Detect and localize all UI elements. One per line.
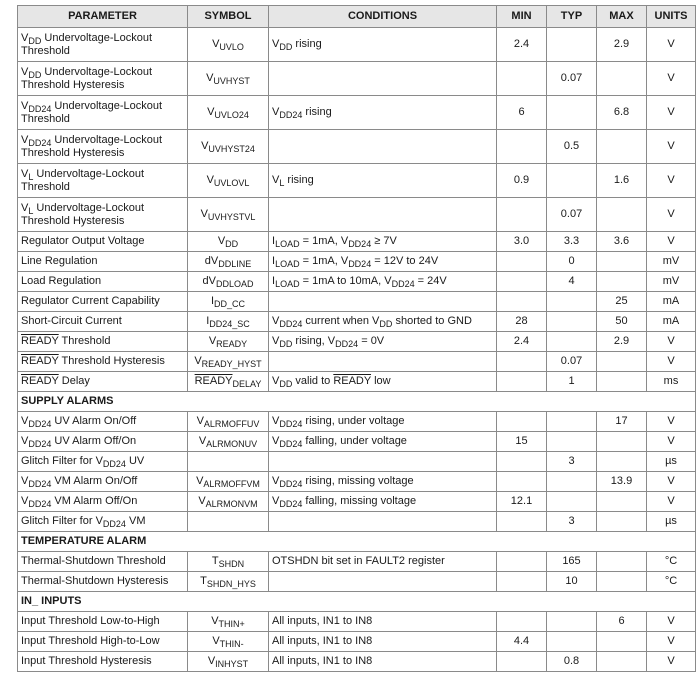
symbol-subscript: DDLOAD <box>215 279 254 289</box>
parameter-cell: $V_{DD24}$ UV Alarm Off/On <box>18 432 188 452</box>
parameter-cell: Glitch Filter for $V_{DD24}$ UV <box>18 452 188 472</box>
table-row <box>18 452 696 472</box>
typ-cell <box>547 164 597 198</box>
parameter-cell: $V_{DD}$ Undervoltage-Lockout Threshold Hysteresis <box>18 62 188 96</box>
conditions-cell <box>269 452 497 472</box>
symbol-subscript: UVHYST24 <box>208 144 255 154</box>
symbol-subscript: DELAY <box>232 379 262 389</box>
electrical-characteristics-table <box>17 5 696 672</box>
conditions-subscript: DD24 <box>391 279 415 289</box>
conditions-cell <box>269 130 497 164</box>
min-cell: 0.9 <box>497 164 547 198</box>
units-cell: V <box>647 432 696 452</box>
table-header-row <box>18 6 696 28</box>
min-cell: 6 <box>497 96 547 130</box>
conditions-subscript: DD24 <box>279 499 303 509</box>
symbol-subscript: DD24_SC <box>209 319 250 329</box>
table-row <box>18 432 696 452</box>
symbol-cell: $V_{READY\_HYST}$ <box>188 352 269 372</box>
table-body <box>18 28 696 672</box>
max-cell: 3.6 <box>597 232 647 252</box>
symbol-cell: $dV_{DDLOAD}$ <box>188 272 269 292</box>
parameter-cell: READY Delay <box>18 372 188 392</box>
symbol-subscript: THIN- <box>219 639 244 649</box>
units-cell: V <box>647 62 696 96</box>
symbol-subscript: UVLOVL <box>213 178 250 188</box>
conditions-cell <box>269 292 497 312</box>
symbol-cell: $T_{SHDN}$ <box>188 552 269 572</box>
parameter-cell: $V_L$ Undervoltage-Lockout Threshold <box>18 164 188 198</box>
conditions-subscript: DD24 <box>279 479 303 489</box>
table-row <box>18 332 696 352</box>
symbol-cell: $T_{SHDN\_HYS}$ <box>188 572 269 592</box>
min-cell <box>497 272 547 292</box>
max-cell <box>597 252 647 272</box>
header-parameter: PARAMETER <box>18 6 188 28</box>
units-cell: V <box>647 198 696 232</box>
typ-cell <box>547 632 597 652</box>
min-cell <box>497 612 547 632</box>
symbol-cell <box>188 512 269 532</box>
units-cell: µs <box>647 452 696 472</box>
conditions-cell: $I_{LOAD} = 1mA$, $V_{DD24} = 12V$ to 24V <box>269 252 497 272</box>
symbol-subscript: DDLINE <box>218 259 252 269</box>
max-cell: 2.9 <box>597 28 647 62</box>
conditions-cell: All inputs, IN1 to IN8 <box>269 612 497 632</box>
conditions-cell: $V_{DD24}$ current when $V_{DD}$ shorted to GND <box>269 312 497 332</box>
symbol-subscript: ALRMOFFUV <box>203 419 260 429</box>
conditions-cell: $I_{LOAD} = 1mA$, $V_{DD24} \ge 7V$ <box>269 232 497 252</box>
symbol-cell: $V_{ALRMONVM}$ <box>188 492 269 512</box>
min-cell <box>497 652 547 672</box>
units-cell: V <box>647 652 696 672</box>
max-cell <box>597 492 647 512</box>
max-cell <box>597 552 647 572</box>
table-row <box>18 412 696 432</box>
table-row <box>18 372 696 392</box>
typ-cell <box>547 412 597 432</box>
symbol-subscript: READY_HYST <box>201 359 262 369</box>
typ-cell: 0.07 <box>547 62 597 96</box>
header-min: MIN <box>497 6 547 28</box>
parameter-cell: $V_{DD24}$ Undervoltage-Lockout Threshold <box>18 96 188 130</box>
symbol-overline-text: READY <box>194 375 233 387</box>
table-row <box>18 352 696 372</box>
min-cell <box>497 472 547 492</box>
typ-cell <box>547 332 597 352</box>
conditions-subscript: DD <box>279 379 293 389</box>
max-cell: 1.6 <box>597 164 647 198</box>
min-cell: 2.4 <box>497 28 547 62</box>
typ-cell: 1 <box>547 372 597 392</box>
min-cell <box>497 198 547 232</box>
parameter-overline-text: READY <box>21 375 59 387</box>
conditions-cell: $V_{DD}$ rising <box>269 28 497 62</box>
typ-cell <box>547 292 597 312</box>
parameter-subscript: DD24 <box>28 103 52 114</box>
typ-cell: 10 <box>547 572 597 592</box>
typ-cell: 0.5 <box>547 130 597 164</box>
parameter-subscript: DD24 <box>28 137 52 148</box>
symbol-cell: $V_{UVLO24}$ <box>188 96 269 130</box>
conditions-subscript: DD <box>279 339 293 349</box>
table-row <box>18 552 696 572</box>
conditions-subscript: DD24 <box>279 439 303 449</box>
parameter-subscript: L <box>28 171 34 182</box>
parameter-cell: Short-Circuit Current <box>18 312 188 332</box>
symbol-cell: $V_{UVHYST24}$ <box>188 130 269 164</box>
table-row <box>18 62 696 96</box>
min-cell <box>497 252 547 272</box>
table-row <box>18 96 696 130</box>
conditions-subscript: LOAD <box>275 259 300 269</box>
symbol-subscript: READY <box>216 339 248 349</box>
section-title: IN_ INPUTS <box>18 592 696 612</box>
typ-cell <box>547 432 597 452</box>
conditions-cell <box>269 572 497 592</box>
conditions-cell: $V_{DD}$ rising, $V_{DD24} = 0V$ <box>269 332 497 352</box>
typ-cell: 3 <box>547 512 597 532</box>
parameter-subscript: DD <box>28 69 42 80</box>
parameter-cell: READY Threshold Hysteresis <box>18 352 188 372</box>
units-cell: ms <box>647 372 696 392</box>
max-cell <box>597 452 647 472</box>
conditions-subscript: LOAD <box>275 279 300 289</box>
min-cell <box>497 412 547 432</box>
min-cell: 4.4 <box>497 632 547 652</box>
typ-cell <box>547 96 597 130</box>
min-cell: 3.0 <box>497 232 547 252</box>
conditions-cell: $V_L$ rising <box>269 164 497 198</box>
units-cell: °C <box>647 572 696 592</box>
typ-cell: 3.3 <box>547 232 597 252</box>
typ-cell: 4 <box>547 272 597 292</box>
units-cell: V <box>647 632 696 652</box>
conditions-cell: All inputs, IN1 to IN8 <box>269 652 497 672</box>
parameter-cell: READY Threshold <box>18 332 188 352</box>
table-row <box>18 512 696 532</box>
min-cell <box>497 352 547 372</box>
min-cell <box>497 552 547 572</box>
parameter-subscript: DD <box>28 35 42 46</box>
parameter-cell: $V_{DD24}$ UV Alarm On/Off <box>18 412 188 432</box>
parameter-cell: Regulator Current Capability <box>18 292 188 312</box>
parameter-subscript: DD24 <box>102 519 126 529</box>
typ-cell <box>547 312 597 332</box>
symbol-cell: $V_{UVLOVL}$ <box>188 164 269 198</box>
units-cell: mV <box>647 252 696 272</box>
parameter-cell: $V_{DD}$ Undervoltage-Lockout Threshold <box>18 28 188 62</box>
conditions-subscript: DD24 <box>279 110 303 120</box>
conditions-subscript: DD24 <box>335 339 359 349</box>
symbol-subscript: UVHYST <box>213 76 250 86</box>
symbol-subscript: SHDN_HYS <box>206 579 256 589</box>
units-cell: V <box>647 612 696 632</box>
max-cell <box>597 512 647 532</box>
conditions-cell: $V_{DD24}$ rising, missing voltage <box>269 472 497 492</box>
conditions-cell <box>269 198 497 232</box>
conditions-subscript: DD24 <box>348 239 372 249</box>
table-row <box>18 652 696 672</box>
symbol-cell: $V_{THIN-}$ <box>188 632 269 652</box>
typ-cell: 165 <box>547 552 597 572</box>
symbol-cell: $V_{DD}$ <box>188 232 269 252</box>
symbol-cell: $V_{UVHYSTVL}$ <box>188 198 269 232</box>
conditions-cell: $V_{DD24}$ rising <box>269 96 497 130</box>
parameter-subscript: DD24 <box>28 479 52 489</box>
header-units: UNITS <box>647 6 696 28</box>
table-row <box>18 252 696 272</box>
parameter-cell: Regulator Output Voltage <box>18 232 188 252</box>
symbol-subscript: UVLO <box>219 42 244 52</box>
max-cell <box>597 432 647 452</box>
parameter-cell: Line Regulation <box>18 252 188 272</box>
symbol-cell: $V_{ALRMONUV}$ <box>188 432 269 452</box>
symbol-cell: $I_{DD24\_SC}$ <box>188 312 269 332</box>
conditions-cell: $V_{DD24}$ falling, under voltage <box>269 432 497 452</box>
table-row <box>18 232 696 252</box>
symbol-subscript: UVLO24 <box>214 110 249 120</box>
table-row <box>18 164 696 198</box>
units-cell: V <box>647 164 696 198</box>
symbol-subscript: DD <box>225 239 239 249</box>
parameter-cell: $V_{DD24}$ Undervoltage-Lockout Threshold Hysteresis <box>18 130 188 164</box>
table-row <box>18 272 696 292</box>
conditions-subscript: DD <box>379 319 393 329</box>
typ-cell <box>547 28 597 62</box>
typ-cell: 0.07 <box>547 198 597 232</box>
section-title: TEMPERATURE ALARM <box>18 532 696 552</box>
max-cell: 25 <box>597 292 647 312</box>
symbol-subscript: SHDN <box>218 559 245 569</box>
table-row <box>18 632 696 652</box>
parameter-cell: Input Threshold High-to-Low <box>18 632 188 652</box>
header-typ: TYP <box>547 6 597 28</box>
symbol-subscript: UVHYSTVL <box>207 212 256 222</box>
min-cell <box>497 512 547 532</box>
header-max: MAX <box>597 6 647 28</box>
parameter-cell: $V_{DD24}$ VM Alarm On/Off <box>18 472 188 492</box>
conditions-cell: $I_{LOAD} = 1mA$ to 10mA, $V_{DD24} = 24V$ <box>269 272 497 292</box>
units-cell: V <box>647 130 696 164</box>
table-row <box>18 198 696 232</box>
parameter-cell: Input Threshold Low-to-High <box>18 612 188 632</box>
conditions-cell: $V_{DD24}$ rising, under voltage <box>269 412 497 432</box>
parameter-subscript: DD24 <box>28 499 52 509</box>
typ-cell <box>547 612 597 632</box>
parameter-subscript: DD24 <box>102 459 126 469</box>
section-title: SUPPLY ALARMS <box>18 392 696 412</box>
max-cell <box>597 372 647 392</box>
symbol-cell: $dV_{DDLINE}$ <box>188 252 269 272</box>
parameter-cell: Input Threshold Hysteresis <box>18 652 188 672</box>
units-cell: V <box>647 412 696 432</box>
conditions-cell <box>269 352 497 372</box>
symbol-cell <box>188 372 269 392</box>
conditions-subscript: DD24 <box>348 259 372 269</box>
table-row <box>18 312 696 332</box>
min-cell <box>497 62 547 96</box>
header-symbol: SYMBOL <box>188 6 269 28</box>
symbol-cell <box>188 452 269 472</box>
typ-cell: 0.07 <box>547 352 597 372</box>
symbol-cell: $V_{ALRMOFFVM}$ <box>188 472 269 492</box>
max-cell: 50 <box>597 312 647 332</box>
min-cell <box>497 572 547 592</box>
max-cell: 13.9 <box>597 472 647 492</box>
parameter-cell: Thermal-Shutdown Threshold <box>18 552 188 572</box>
conditions-overline-text: READY <box>333 375 372 387</box>
symbol-subscript: ALRMONUV <box>206 439 258 449</box>
symbol-cell: $V_{THIN+}$ <box>188 612 269 632</box>
min-cell: 2.4 <box>497 332 547 352</box>
typ-cell: 0.8 <box>547 652 597 672</box>
symbol-cell: $V_{UVLO}$ <box>188 28 269 62</box>
min-cell <box>497 130 547 164</box>
max-cell: 2.9 <box>597 332 647 352</box>
min-cell: 15 <box>497 432 547 452</box>
units-cell: °C <box>647 552 696 572</box>
symbol-subscript: INHYST <box>215 659 249 669</box>
conditions-cell <box>269 62 497 96</box>
conditions-subscript: DD24 <box>279 419 303 429</box>
max-cell <box>597 632 647 652</box>
max-cell: 6.8 <box>597 96 647 130</box>
units-cell: V <box>647 472 696 492</box>
conditions-cell: $V_{DD}$ valid to READY low <box>269 372 497 392</box>
table-row <box>18 292 696 312</box>
symbol-subscript: DD_CC <box>214 299 246 309</box>
max-cell <box>597 62 647 96</box>
symbol-cell: $V_{UVHYST}$ <box>188 62 269 96</box>
units-cell: V <box>647 28 696 62</box>
units-cell: V <box>647 492 696 512</box>
symbol-cell: $I_{DD\_CC}$ <box>188 292 269 312</box>
min-cell: 28 <box>497 312 547 332</box>
table-row <box>18 572 696 592</box>
units-cell: V <box>647 96 696 130</box>
parameter-subscript: DD24 <box>28 419 52 429</box>
table-row <box>18 492 696 512</box>
units-cell: V <box>647 232 696 252</box>
parameter-subscript: L <box>28 205 34 216</box>
spec-table-container <box>17 5 696 672</box>
max-cell: 6 <box>597 612 647 632</box>
table-row <box>18 130 696 164</box>
units-cell: µs <box>647 512 696 532</box>
max-cell <box>597 198 647 232</box>
units-cell: V <box>647 332 696 352</box>
symbol-subscript: ALRMONVM <box>205 499 258 509</box>
min-cell <box>497 452 547 472</box>
symbol-cell: $V_{READY}$ <box>188 332 269 352</box>
units-cell: mA <box>647 292 696 312</box>
parameter-cell: $V_{DD24}$ VM Alarm Off/On <box>18 492 188 512</box>
min-cell <box>497 292 547 312</box>
conditions-subscript: LOAD <box>275 239 300 249</box>
header-conditions: CONDITIONS <box>269 6 497 28</box>
min-cell: 12.1 <box>497 492 547 512</box>
parameter-cell: Glitch Filter for $V_{DD24}$ VM <box>18 512 188 532</box>
conditions-cell <box>269 512 497 532</box>
parameter-cell: $V_L$ Undervoltage-Lockout Threshold Hysteresis <box>18 198 188 232</box>
max-cell <box>597 652 647 672</box>
max-cell <box>597 130 647 164</box>
table-row <box>18 28 696 62</box>
symbol-subscript: THIN+ <box>218 619 245 629</box>
typ-cell <box>547 472 597 492</box>
max-cell <box>597 272 647 292</box>
conditions-subscript: L <box>279 178 285 188</box>
typ-cell: 3 <box>547 452 597 472</box>
parameter-overline-text: READY <box>21 335 59 347</box>
symbol-cell: $V_{ALRMOFFUV}$ <box>188 412 269 432</box>
parameter-overline-text: READY <box>21 355 59 367</box>
conditions-cell: $V_{DD24}$ falling, missing voltage <box>269 492 497 512</box>
section-header-row <box>18 532 696 552</box>
units-cell: V <box>647 352 696 372</box>
typ-cell: 0 <box>547 252 597 272</box>
section-header-row <box>18 592 696 612</box>
parameter-subscript: DD24 <box>28 439 52 449</box>
max-cell: 17 <box>597 412 647 432</box>
max-cell <box>597 352 647 372</box>
symbol-cell: $V_{INHYST}$ <box>188 652 269 672</box>
conditions-cell: All inputs, IN1 to IN8 <box>269 632 497 652</box>
symbol-subscript: ALRMOFFVM <box>203 479 260 489</box>
typ-cell <box>547 492 597 512</box>
conditions-subscript: DD24 <box>279 319 303 329</box>
section-header-row <box>18 392 696 412</box>
conditions-subscript: DD <box>279 42 293 52</box>
parameter-cell: Thermal-Shutdown Hysteresis <box>18 572 188 592</box>
table-row <box>18 472 696 492</box>
max-cell <box>597 572 647 592</box>
table-row <box>18 612 696 632</box>
min-cell <box>497 372 547 392</box>
parameter-cell: Load Regulation <box>18 272 188 292</box>
conditions-cell: OTSHDN bit set in FAULT2 register <box>269 552 497 572</box>
units-cell: mV <box>647 272 696 292</box>
units-cell: mA <box>647 312 696 332</box>
